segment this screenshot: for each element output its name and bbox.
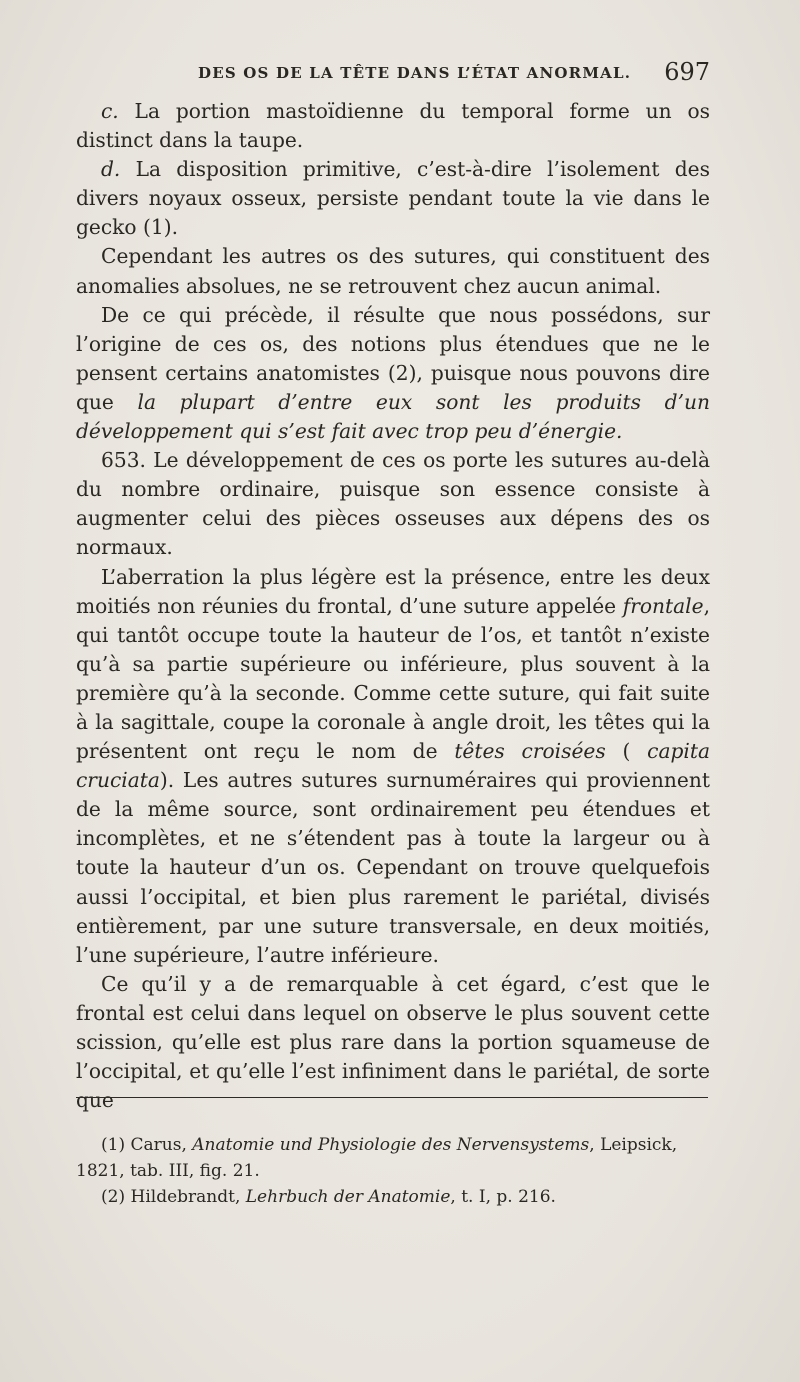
paragraph-text-c: ( [605,739,648,764]
footnote-title: Anatomie und Physiologie des Nervensystems [192,1135,590,1155]
paragraph-c [76,97,710,155]
paragraph-cependant: Cependant les autres os des sutures, qui constituent des anomalies absolues, ne se retrouvent chez aucun animal. [76,244,710,298]
paragraph-text-a: L’aberration la plus légère est la présence, entre les deux moitiés non réunies du frontal, d’une suture appelée [76,564,710,618]
footnote-author: Carus, [125,1135,193,1155]
paragraph-653: 653. Le développement de ces os porte les sutures au-delà du nombre ordinaire, puisque son essence consiste à augmenter celui des pièces osseuses aux dépens des os normaux. [76,448,710,560]
footnote-author: Hildebrandt, [125,1187,246,1207]
paragraph-d-text: La disposition primitive, c’est-à-dire l’isolement des divers noyaux osseux, persiste pendant toute la vie dans le gecko (1). [76,157,710,240]
paragraph-remarquable: Ce qu’il y a de remarquable à cet égard, c’est que le frontal est celui dans lequel on observe le plus souvent cette scission, qu’elle est plus rare dans la portion squameuse de l’occipital, et qu’elle l’est infiniment dans le pariétal, de sorte que [76,971,710,1113]
paragraph-text-b: , qui tantôt occupe toute la hauteur de l’os, et tantôt n’existe qu’à sa partie supérieure ou inférieure, plus souvent à la première qu’à la seconde. Comme cette suture, qui fait suite à la sagittale, coupe la coronale à angle droit, les têtes qui la présentent ont reçu le nom de [76,593,710,764]
footnote-details: , t. I, p. 216. [450,1187,556,1207]
paragraph-aberration [76,563,710,970]
footnote-mark: (1) [101,1135,126,1155]
paragraph-text-d: ). Les autres sutures surnuméraires qui proviennent de la même source, sont ordinairement peu étendues et incomplètes, et ne s’étendent pas à toute la largeur ou à toute la hauteur d’un os. Cependant on trouve quelquefois aussi l’occipital, et bien plus rarement le pariétal, divisés entièrement, par une suture transversale, en deux moitiés, l’une supérieure, l’autre inférieure. [76,768,710,967]
footnote-mark: (2) [101,1187,126,1207]
term-capita-cruciata: capita cruciata [76,739,711,793]
footnote-divider [76,1097,708,1098]
italic-emphasis: la plupart d’entre eux sont les produits d’un développement qui s’est fait avec trop peu d’énergie. [76,389,710,444]
footnotes [76,1132,708,1210]
term-tetes-croisees: têtes croisées [454,739,606,764]
footnote-2 [76,1184,708,1210]
page-header [60,58,710,92]
paragraph-d [76,155,710,242]
body-text [76,97,710,1115]
footnote-details: , Leipsick, 1821, tab. III, fig. 21. [76,1135,678,1181]
footnote-title: Lehrbuch der Anatomie [245,1187,451,1207]
item-label-d: d. [101,157,121,182]
footnote-1 [76,1132,708,1184]
item-label-c: c. [101,99,119,123]
page-number: 697 [664,58,710,86]
running-head: DES OS DE LA TÊTE DANS L’ÉTAT ANORMAL. [198,64,632,82]
term-frontale: frontale [622,593,704,618]
paragraph-text: De ce qui précède, il résulte que nous possédons, sur l’origine de ces os, des notions plus étendues que ne le pensent certains anatomistes (2), puisque nous pouvons dire que [76,302,710,414]
paragraph-de-ce-qui-precede [76,301,710,446]
paragraph-c-text: La portion mastoïdienne du temporal forme un os distinct dans la taupe. [76,99,710,153]
